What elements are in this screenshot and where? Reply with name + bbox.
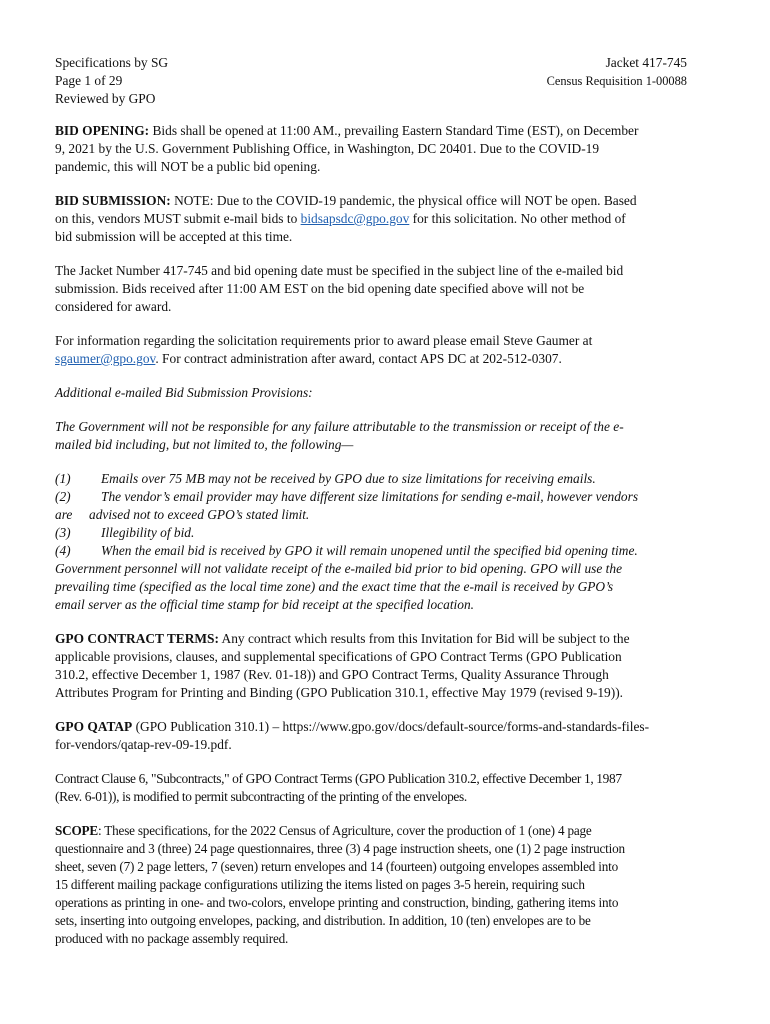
- list-item-4-line-2: Government personnel will not validate receipt of the e-mailed bid prior to bid opening. GPO will use the: [55, 561, 623, 576]
- qatap-paragraph: [55, 718, 717, 754]
- page-header: [55, 54, 717, 106]
- clause6-paragraph: [55, 770, 717, 806]
- list-item-text: Emails over 75 MB may not be received by GPO due to size limitations for receiving emails.: [101, 471, 596, 486]
- bid-opening-label: BID OPENING:: [55, 123, 150, 138]
- contract-terms-paragraph: [55, 630, 717, 702]
- jacket-number: Jacket 417-745: [605, 55, 687, 70]
- provisions-list: [55, 470, 717, 614]
- bid-opening-paragraph: [55, 122, 717, 176]
- list-item: [55, 470, 717, 488]
- list-item-4-line-4: email server as the official time stamp for bid receipt at the specified location.: [55, 597, 474, 612]
- contract-terms-text-4: Attributes Program for Printing and Binding (GPO Publication 310.1, effective May 1979 (revised 9-19)).: [55, 685, 624, 700]
- clause6-text-2: (Rev. 6-01)), is modified to permit subcontracting of the printing of the envelopes.: [55, 789, 467, 804]
- scope-text-6: sets, inserting into outgoing envelopes, packing, and distribution. In addition, 10 (ten) envelopes are to be: [55, 913, 591, 928]
- bid-submission-label: BID SUBMISSION:: [55, 193, 171, 208]
- scope-text-2: questionnaire and 3 (three) 24 page questionnaires, three (3) 4 page instruction sheets, one (1) 2 page instruction: [55, 841, 625, 856]
- census-requisition: Census Requisition 1-00088: [546, 74, 687, 88]
- list-item-continuation: [55, 506, 717, 524]
- document-page: [55, 54, 717, 964]
- jacket-text-2: submission. Bids received after 11:00 AM EST on the bid opening date specified above will not be: [55, 281, 585, 296]
- provisions-heading: Additional e-mailed Bid Submission Provisions:: [55, 385, 313, 400]
- scope-text-1: : These specifications, for the 2022 Census of Agriculture, cover the production of 1 (one) 4 page: [97, 823, 592, 838]
- list-item-number: (2): [55, 489, 71, 504]
- qatap-text-2: for-vendors/qatap-rev-09-19.pdf.: [55, 737, 232, 752]
- bid-submission-text-2a: on this, vendors MUST submit e-mail bids to: [55, 211, 301, 226]
- contract-terms-text-2: applicable provisions, clauses, and supplemental specifications of GPO Contract Terms (GPO Publication: [55, 649, 622, 664]
- list-item: [55, 542, 717, 560]
- scope-label: SCOPE: [55, 823, 98, 838]
- bid-submission-paragraph: [55, 192, 717, 246]
- info-paragraph: [55, 332, 717, 368]
- scope-text-4: 15 different mailing package configurations utilizing the items listed on pages 3-5 herein, requiring such: [55, 877, 585, 892]
- provisions-intro-2: mailed bid including, but not limited to, the following—: [55, 437, 354, 452]
- jacket-paragraph: [55, 262, 717, 316]
- qatap-label: GPO QATAP: [55, 719, 133, 734]
- clause6-text-1: Contract Clause 6, "Subcontracts," of GPO Contract Terms (GPO Publication 310.2, effective December 1, 1987: [55, 771, 622, 786]
- list-item: [55, 524, 717, 542]
- scope-text-5: operations as printing in one- and two-colors, envelope printing and construction, binding, gathering items into: [55, 895, 619, 910]
- list-item-number: (4): [55, 543, 71, 558]
- scope-text-3: sheet, seven (7) 2 page letters, 7 (seven) return envelopes and 14 (fourteen) outgoing envelopes assembled into: [55, 859, 618, 874]
- contract-terms-label: GPO CONTRACT TERMS:: [55, 631, 219, 646]
- info-text-2: . For contract administration after award, contact APS DC at 202-512-0307.: [155, 351, 562, 366]
- scope-text-7: produced with no package assembly required.: [55, 931, 289, 946]
- bid-submission-text-2b: for this solicitation. No other method of: [409, 211, 626, 226]
- bid-opening-text-1: Bids shall be opened at 11:00 AM., prevailing Eastern Standard Time (EST), on December: [149, 123, 639, 138]
- spec-author: Specifications by SG: [55, 55, 169, 70]
- list-item-number: (3): [55, 525, 71, 540]
- contract-terms-text-1: Any contract which results from this Invitation for Bid will be subject to the: [218, 631, 630, 646]
- provisions-intro: [55, 418, 717, 454]
- jacket-text-1: The Jacket Number 417-745 and bid opening date must be specified in the subject line of the e-mailed bid: [55, 263, 624, 278]
- list-item-text: The vendor’s email provider may have different size limitations for sending e-mail, however vendors: [101, 489, 639, 504]
- bid-email-link[interactable]: bidsapsdc@gpo.gov: [300, 211, 410, 226]
- list-item-continuation-b: advised not to exceed GPO’s stated limit.: [89, 507, 310, 522]
- list-item-continuation-a: are: [55, 507, 73, 522]
- header-left: [55, 54, 168, 108]
- list-item-number: (1): [55, 471, 71, 486]
- qatap-text-1: (GPO Publication 310.1) – https://www.gpo.gov/docs/default-source/forms-and-standards-files-: [132, 719, 650, 734]
- jacket-text-3: considered for award.: [55, 299, 172, 314]
- contract-terms-text-3: 310.2, effective December 1, 1987 (Rev. 01-18)) and GPO Contract Terms, Quality Assurance Through: [55, 667, 609, 682]
- list-item-4-line-3: prevailing time (specified as the local time zone) and the exact time that the e-mail is received by GPO’s: [55, 579, 614, 594]
- page-number: Page 1 of 29: [55, 73, 123, 88]
- bid-submission-text-1: NOTE: Due to the COVID-19 pandemic, the physical office will NOT be open. Based: [170, 193, 637, 208]
- bid-opening-text-2: 9, 2021 by the U.S. Government Publishing Office, in Washington, DC 20401. Due to the COVID-19: [55, 141, 600, 156]
- list-item-text: When the email bid is received by GPO it will remain unopened until the specified bid opening time.: [101, 543, 638, 558]
- reviewer: Reviewed by GPO: [55, 91, 156, 106]
- list-item-text: Illegibility of bid.: [101, 525, 195, 540]
- gaumer-email-link[interactable]: sgaumer@gpo.gov: [55, 351, 156, 366]
- scope-paragraph: [55, 822, 717, 948]
- list-item: [55, 488, 717, 506]
- info-text-1: For information regarding the solicitation requirements prior to award please email Steve Gaumer at: [55, 333, 593, 348]
- provisions-intro-1: The Government will not be responsible for any failure attributable to the transmission or receipt of the e-: [55, 419, 624, 434]
- header-right: [547, 54, 687, 90]
- bid-submission-text-3: bid submission will be accepted at this time.: [55, 229, 293, 244]
- bid-opening-text-3: pandemic, this will NOT be a public bid opening.: [55, 159, 321, 174]
